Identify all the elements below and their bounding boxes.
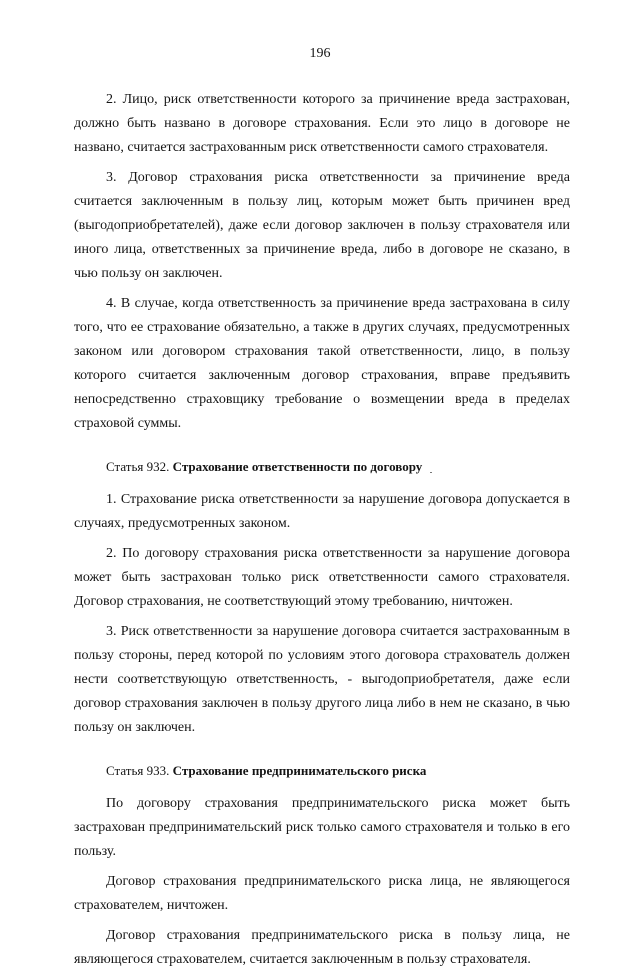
paragraph: 2. По договору страхования риска ответственности за нарушение договора может быть застрахован только риск ответственности самого страхователя. Договор страхования, не соответствующий этому требованию, ничтожен. xyxy=(74,546,570,609)
article-heading xyxy=(74,760,570,782)
article-number: Статья 933. xyxy=(106,763,170,778)
page-number: 196 xyxy=(309,46,331,61)
paragraph: Договор страхования предпринимательского риска лица, не являющегося страхователем, ничтожен. xyxy=(74,874,570,913)
paragraph: Договор страхования предпринимательского риска в пользу лица, не являющегося страхователем, считается заключенным в пользу страхователя. xyxy=(74,928,570,967)
scan-speck xyxy=(430,472,432,473)
paragraph: 3. Риск ответственности за нарушение договора считается застрахованным в пользу стороны, перед которой по условиям этого договора страхователь должен нести соответствующую ответственность, - выгодоприобретателя, даже если договор страхования заключен в пользу другого лица либо в нем не сказано, в чью пользу он заключен. xyxy=(74,624,570,735)
article-title: Страхование ответственности по договору xyxy=(172,459,423,474)
paragraph: 4. В случае, когда ответственность за причинение вреда застрахована в силу того, что ее страхование обязательно, а также в других случаях, предусмотренных законом или договором страхования такой ответственности, лицо, в пользу которого считается заключенным договор страхования, вправе предъявить непосредственно страховщику требование о возмещении вреда в пределах страховой суммы. xyxy=(74,296,570,431)
paragraph: 1. Страхование риска ответственности за нарушение договора допускается в случаях, предусмотренных законом. xyxy=(74,492,570,531)
page-content xyxy=(74,82,570,972)
paragraph: 2. Лицо, риск ответственности которого за причинение вреда застрахован, должно быть названо в договоре страхования. Если это лицо в договоре не названо, считается застрахованным риск ответственности самого страхователя. xyxy=(74,92,570,155)
article-title: Страхование предпринимательского риска xyxy=(172,763,427,778)
article-number: Статья 932. xyxy=(106,459,170,474)
paragraph: По договору страхования предпринимательского риска может быть застрахован предпринимательский риск только самого страхователя и только в его пользу. xyxy=(74,796,570,859)
article-heading xyxy=(74,456,570,478)
paragraph: 3. Договор страхования риска ответственности за причинение вреда считается заключенным в пользу лиц, которым может быть причинен вред (выгодоприобретателей), даже если договор заключен в пользу страхователя или иного лица, ответственных за причинение вреда, либо в договоре не сказано, в чью пользу он заключен. xyxy=(74,170,570,281)
